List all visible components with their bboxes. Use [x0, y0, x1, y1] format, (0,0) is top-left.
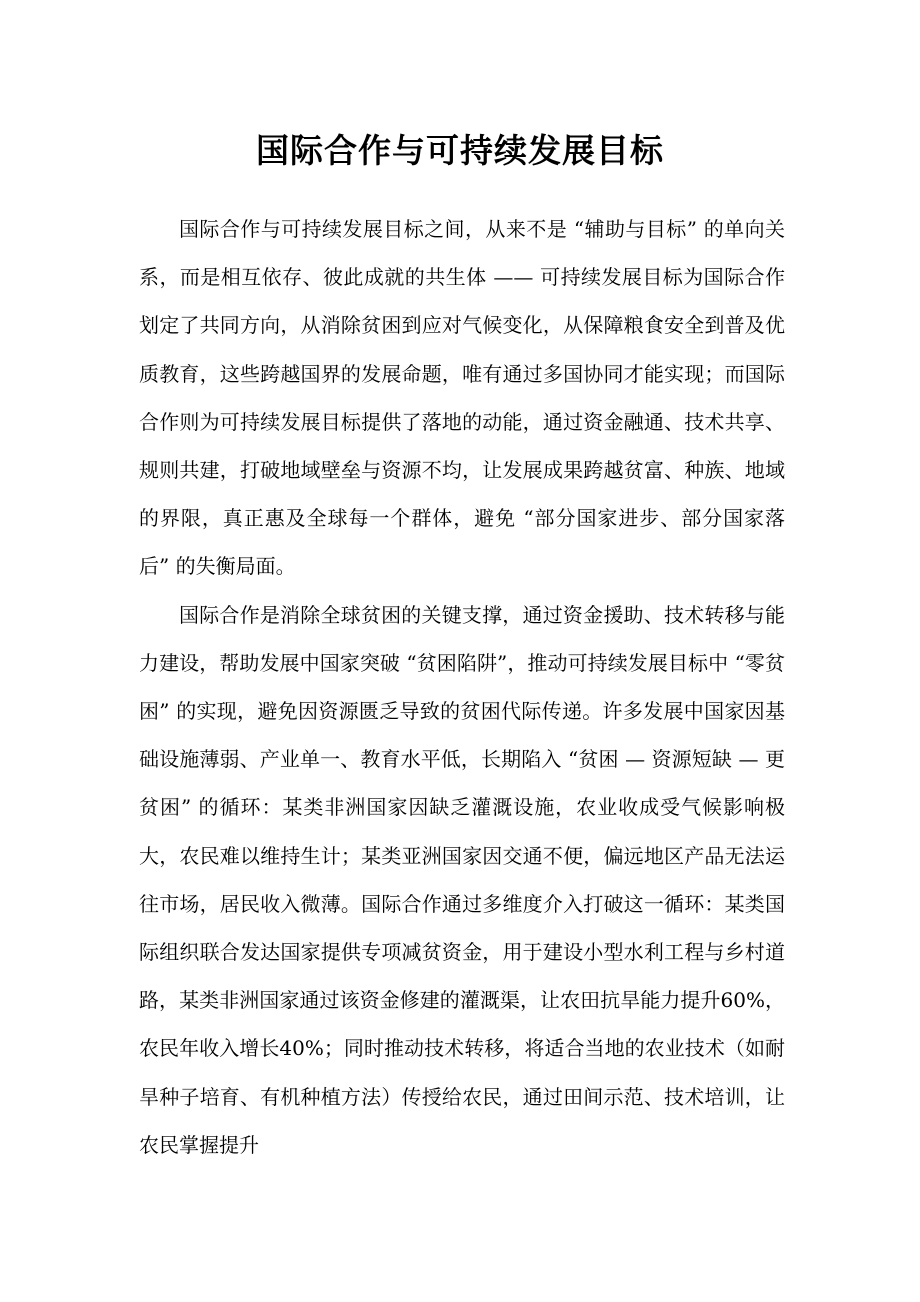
paragraph: 国际合作与可持续发展目标之间，从来不是 “辅助与目标” 的单向关系，而是相互依存、彼此成就的共生体 —— 可持续发展目标为国际合作划定了共同方向，从消除贫困到应对气候变化，从保障粮食安全到普及优质教育，这些跨越国界的发展命题，唯有通过多国协同才能实现；而国际合作则为可持续发展目标提供了落地的动能，通过资金融通、技术共享、规则共建，打破地域壁垒与资源不均，让发展成果跨越贫富、种族、地域的界限，真正惠及全球每一个群体，避免 “部分国家进步、部分国家落后” 的失衡局面。	[139, 217, 785, 579]
document-body	[139, 205, 785, 1169]
document-title: 国际合作与可持续发展目标	[256, 131, 664, 170]
paragraph: 国际合作是消除全球贫困的关键支撑，通过资金援助、技术转移与能力建设，帮助发展中国家突破 “贫困陷阱”，推动可持续发展目标中 “零贫困” 的实现，避免因资源匮乏导致的贫困代际传递。许多发展中国家因基础设施薄弱、产业单一、教育水平低，长期陷入 “贫困 — 资源短缺 — 更贫困” 的循环：某类非洲国家因缺乏灌溉设施，农业收成受气候影响极大，农民难以维持生计；某类亚洲国家因交通不便，偏远地区产品无法运往市场，居民收入微薄。国际合作通过多维度介入打破这一循环：某类国际组织联合发达国家提供专项减贫资金，用于建设小型水利工程与乡村道路，某类非洲国家通过该资金修建的灌溉渠，让农田抗旱能力提升60%，农民年收入增长40%；同时推动技术转移，将适合当地的农业技术（如耐旱种子培育、有机种植方法）传授给农民，通过田间示范、技术培训，让农民掌握提升	[139, 602, 785, 1157]
